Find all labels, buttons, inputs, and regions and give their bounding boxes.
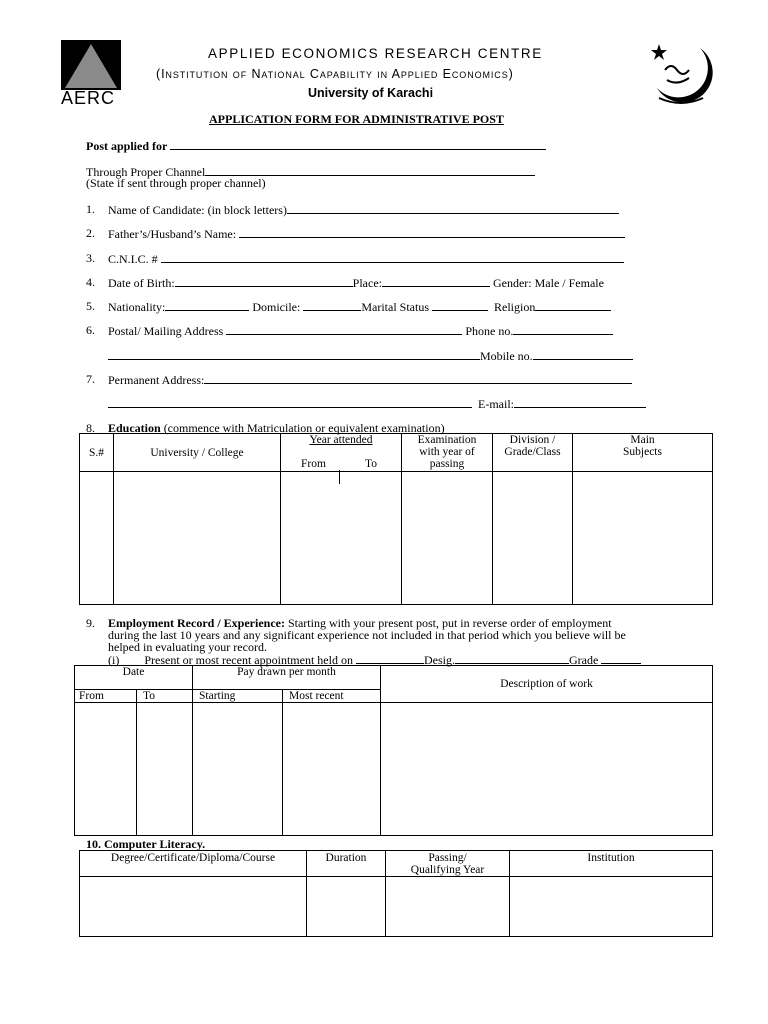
sub-num: (i)	[108, 653, 120, 667]
col-institution: Institution	[510, 851, 713, 877]
f5-row	[108, 299, 611, 315]
col-sno: S.#	[80, 434, 114, 472]
email-label: E-mail:	[478, 397, 514, 411]
f4-num: 4.	[86, 275, 95, 289]
year-subheaders	[281, 458, 401, 470]
computer-title: 10. Computer Literacy.	[86, 837, 206, 851]
col-university: University / College	[114, 434, 281, 472]
cell[interactable]	[80, 877, 307, 937]
cell[interactable]	[493, 472, 573, 605]
exam-line-2: with year of	[419, 446, 475, 458]
cell[interactable]	[307, 877, 386, 937]
col-passing	[386, 851, 510, 877]
col-subjects	[573, 434, 713, 472]
employment-header-row-1	[75, 666, 713, 690]
form-title: APPLICATION FORM FOR ADMINISTRATIVE POST	[209, 112, 504, 126]
university-name: University of Karachi	[308, 86, 434, 100]
sub-text: Present or most recent appointment held on	[144, 653, 353, 667]
f5-num: 5.	[86, 299, 95, 313]
education-entry-row[interactable]	[80, 472, 713, 605]
domicile-label: Domicile:	[252, 300, 301, 314]
division-line-2: Grade/Class	[504, 446, 561, 458]
logo-text: AERC	[61, 88, 116, 108]
education-num: 8.	[86, 421, 95, 435]
through-channel-line[interactable]	[205, 164, 535, 176]
dob-label: Date of Birth:	[108, 276, 175, 290]
employment-text-3: helped in evaluating your record.	[108, 640, 267, 654]
f1-row	[108, 202, 619, 218]
education-title: Education	[108, 421, 161, 435]
candidate-name-line[interactable]	[287, 202, 619, 214]
marital-label: Marital Status	[361, 300, 429, 314]
f6-row2	[108, 348, 633, 364]
cell[interactable]	[80, 472, 114, 605]
education-header-row	[80, 434, 713, 472]
religion-line[interactable]	[535, 299, 611, 311]
cell[interactable]	[114, 472, 281, 605]
col-description: Description of work	[381, 666, 713, 703]
channel-note: (State if sent through proper channel)	[86, 176, 266, 190]
desig-line[interactable]	[455, 652, 569, 664]
col-most-recent: Most recent	[283, 690, 381, 703]
star-icon	[651, 44, 667, 60]
employment-num: 9.	[86, 616, 95, 630]
col-examination	[402, 434, 493, 472]
f7-row	[108, 372, 632, 388]
col-pay: Pay drawn per month	[193, 666, 381, 690]
desig-label: Desig.	[423, 653, 455, 667]
permanent-line-2[interactable]	[108, 396, 472, 408]
f2-num: 2.	[86, 226, 95, 240]
phone-label: Phone no.	[465, 324, 514, 338]
nationality-line[interactable]	[165, 299, 249, 311]
cell[interactable]	[402, 472, 493, 605]
domicile-line[interactable]	[303, 299, 361, 311]
col-division	[493, 434, 573, 472]
col-to: To	[365, 458, 377, 470]
permanent-line[interactable]	[204, 372, 632, 384]
col-emp-to: To	[137, 690, 193, 703]
f7-num: 7.	[86, 372, 95, 386]
triangle-icon	[61, 40, 121, 90]
computer-header-row	[80, 851, 713, 877]
seal-icon	[645, 40, 715, 108]
col-date: Date	[75, 666, 193, 690]
subjects-line-2: Subjects	[623, 446, 662, 458]
org-subtitle: (Institution of National Capability in Applied Economics)	[156, 67, 514, 81]
col-degree: Degree/Certificate/Diploma/Course	[80, 851, 307, 877]
email-line[interactable]	[514, 396, 646, 408]
permanent-label: Permanent Address:	[108, 373, 205, 387]
subjects-line-1: Main	[630, 434, 655, 446]
col-emp-from: From	[75, 690, 137, 703]
place-label: Place:	[352, 276, 382, 290]
f1-num: 1.	[86, 202, 95, 216]
mobile-label: Mobile no.	[480, 349, 533, 363]
exam-line-3: passing	[429, 458, 465, 470]
employment-entry-row[interactable]	[75, 703, 713, 836]
f2-row	[108, 226, 625, 242]
cell[interactable]	[137, 703, 193, 836]
cell[interactable]	[75, 703, 137, 836]
place-line[interactable]	[382, 275, 490, 287]
cnic-label: C.N.I.C. #	[108, 252, 158, 266]
employment-text-2: during the last 10 years and any significant experience not included in that period which you believe will be	[108, 628, 626, 642]
nationality-label: Nationality:	[108, 300, 166, 314]
education-note: (commence with Matriculation or equivalent examination)	[160, 421, 445, 435]
post-applied-row	[86, 138, 546, 154]
col-year-attended	[281, 434, 402, 472]
f4-row	[108, 275, 604, 291]
computer-table	[79, 850, 713, 937]
division-line-1: Division /	[509, 434, 556, 446]
employment-text-1: Starting with your present post, put in reverse order of employment	[284, 616, 612, 630]
cnic-line[interactable]	[161, 251, 624, 263]
through-channel-label: Through Proper Channel	[86, 165, 206, 179]
university-seal	[645, 40, 715, 108]
cell[interactable]	[283, 703, 381, 836]
exam-line-1: Examination	[417, 434, 477, 446]
f6-row	[108, 323, 613, 339]
f6-num: 6.	[86, 323, 95, 337]
cell[interactable]	[386, 877, 510, 937]
cursor-mark	[339, 470, 340, 484]
col-from: From	[301, 458, 326, 470]
father-name-label: Father’s/Husband’s Name:	[108, 227, 237, 241]
aerc-logo	[61, 40, 121, 108]
cell[interactable]	[510, 877, 713, 937]
gender-label: Gender: Male / Female	[492, 276, 604, 290]
phone-line[interactable]	[513, 323, 613, 335]
employment-title: Employment Record / Experience:	[108, 616, 285, 630]
grade-label: Grade	[568, 653, 599, 667]
candidate-name-label: Name of Candidate: (in block letters)	[108, 203, 287, 217]
grade-line[interactable]	[601, 652, 641, 664]
year-attended-label: Year attended	[309, 434, 373, 446]
col-starting: Starting	[193, 690, 283, 703]
post-applied-line[interactable]	[170, 138, 546, 150]
passing-line-1: Passing/	[428, 852, 467, 864]
employment-table	[74, 665, 713, 836]
passing-line-2: Qualifying Year	[410, 864, 485, 876]
appointment-date-line[interactable]	[356, 652, 424, 664]
cell[interactable]	[193, 703, 283, 836]
cell[interactable]	[281, 472, 402, 605]
org-name: APPLIED ECONOMICS RESEARCH CENTRE	[208, 46, 543, 61]
postal-line[interactable]	[226, 323, 462, 335]
post-applied-label: Post applied for	[86, 139, 168, 153]
religion-label: Religion	[494, 300, 536, 314]
postal-label: Postal/ Mailing Address	[108, 324, 224, 338]
postal-line-2[interactable]	[108, 348, 480, 360]
logo-triangle-box	[61, 40, 121, 90]
cell[interactable]	[381, 703, 713, 836]
mobile-line[interactable]	[533, 348, 633, 360]
f3-row	[108, 251, 624, 267]
marital-line[interactable]	[432, 299, 488, 311]
f3-num: 3.	[86, 251, 95, 265]
computer-entry-row[interactable]	[80, 877, 713, 937]
f7-row2	[108, 396, 646, 412]
col-duration: Duration	[307, 851, 386, 877]
dob-line[interactable]	[175, 275, 353, 287]
education-table	[79, 433, 713, 605]
cell[interactable]	[573, 472, 713, 605]
father-name-line[interactable]	[239, 226, 625, 238]
